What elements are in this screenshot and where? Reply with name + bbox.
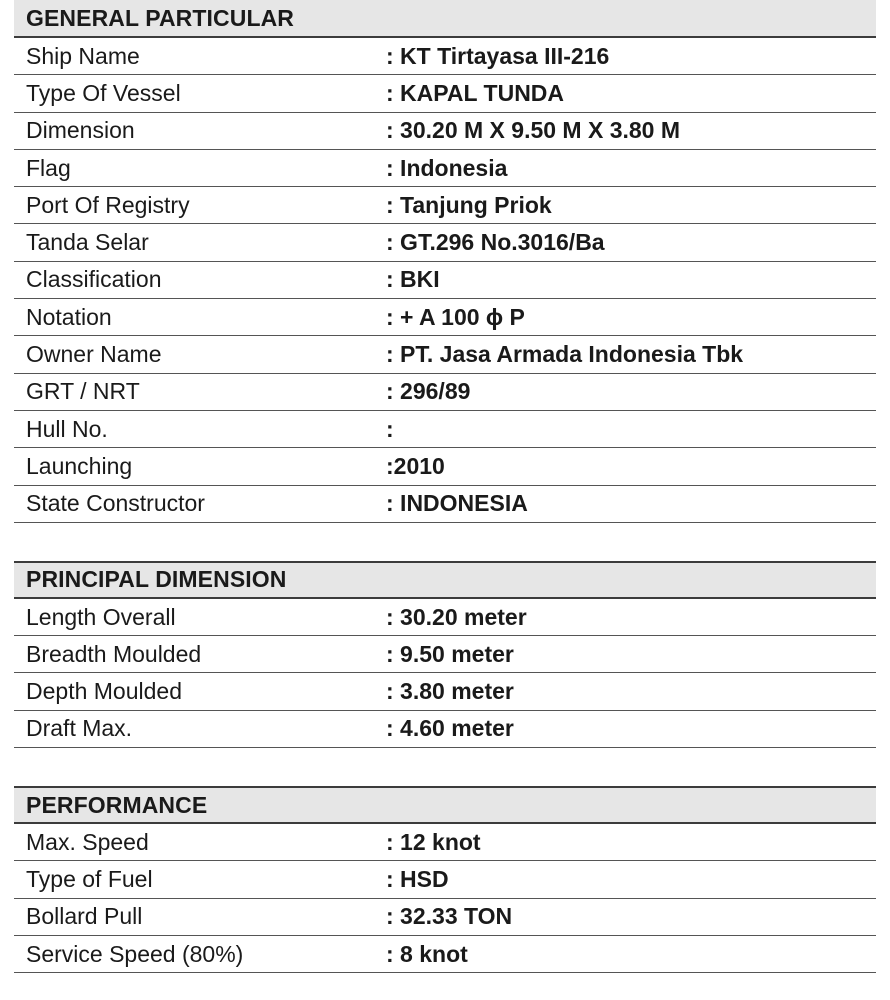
spec-row-launching: [14, 448, 876, 485]
spec-label: Type of Fuel: [26, 865, 153, 892]
ship-specification-sheet: [14, 0, 876, 973]
section-title: GENERAL PARTICULAR: [14, 0, 876, 38]
spec-value: : 296/89: [386, 378, 471, 405]
spec-label: Type Of Vessel: [26, 79, 181, 106]
section-general-particular: [14, 0, 876, 523]
spec-label: Hull No.: [26, 415, 108, 442]
spec-value: : BKI: [386, 266, 440, 293]
spec-row-tanda-selar: [14, 224, 876, 261]
spec-label: Depth Moulded: [26, 678, 182, 705]
spec-row-service-speed: [14, 936, 876, 973]
spec-label: Bollard Pull: [26, 903, 143, 930]
spec-row-ship-name: [14, 38, 876, 75]
spec-value: : INDONESIA: [386, 490, 528, 517]
spec-row-state-constructor: [14, 486, 876, 523]
spec-value: : 12 knot: [386, 828, 481, 855]
spec-label: Notation: [26, 303, 112, 330]
spec-value: : 9.50 meter: [386, 640, 514, 667]
spec-rows: [14, 38, 876, 523]
spec-value: :2010: [386, 452, 445, 479]
spec-label: Tanda Selar: [26, 229, 149, 256]
spec-value: : Tanjung Priok: [386, 191, 552, 218]
spec-row-type-of-vessel: [14, 75, 876, 112]
spec-value: : + A 100 ɸ P: [386, 303, 525, 330]
spec-row-port-of-registry: [14, 187, 876, 224]
spec-value: : 32.33 TON: [386, 903, 513, 930]
spec-label: Launching: [26, 452, 133, 479]
spec-value: : GT.296 No.3016/Ba: [386, 229, 605, 256]
spec-row-flag: [14, 150, 876, 187]
section-title: PERFORMANCE: [14, 786, 876, 824]
spec-rows: [14, 599, 876, 748]
spec-row-bollard-pull: [14, 899, 876, 936]
spec-rows: [14, 824, 876, 973]
spec-label: Owner Name: [26, 341, 162, 368]
spec-label: State Constructor: [26, 490, 205, 517]
spec-value: : 4.60 meter: [386, 715, 514, 742]
spec-row-draft-max: [14, 711, 876, 748]
spec-row-max-speed: [14, 824, 876, 861]
spec-label: Classification: [26, 266, 162, 293]
spec-row-grt-nrt: [14, 374, 876, 411]
spec-value: : 8 knot: [386, 940, 468, 967]
section-principal-dimension: [14, 561, 876, 748]
spec-label: Port Of Registry: [26, 191, 190, 218]
spec-label: Max. Speed: [26, 828, 149, 855]
spec-row-length-overall: [14, 599, 876, 636]
spec-label: Breadth Moulded: [26, 640, 202, 667]
spec-row-owner-name: [14, 336, 876, 373]
spec-label: GRT / NRT: [26, 378, 140, 405]
spec-row-depth-moulded: [14, 673, 876, 710]
spec-row-breadth-moulded: [14, 636, 876, 673]
spec-value: : HSD: [386, 865, 449, 892]
section-spacer: [14, 748, 876, 786]
section-spacer: [14, 523, 876, 561]
spec-row-classification: [14, 262, 876, 299]
spec-value: : KAPAL TUNDA: [386, 79, 565, 106]
section-performance: [14, 786, 876, 973]
spec-label: Service Speed (80%): [26, 940, 244, 967]
spec-value: : 30.20 meter: [386, 603, 527, 630]
spec-value: :: [386, 415, 394, 442]
spec-label: Draft Max.: [26, 715, 133, 742]
section-title: PRINCIPAL DIMENSION: [14, 561, 876, 599]
spec-value: : Indonesia: [386, 154, 508, 181]
spec-row-type-of-fuel: [14, 861, 876, 898]
spec-value: : 3.80 meter: [386, 678, 514, 705]
spec-row-notation: [14, 299, 876, 336]
spec-value: : PT. Jasa Armada Indonesia Tbk: [386, 341, 744, 368]
spec-label: Length Overall: [26, 603, 176, 630]
spec-row-dimension: [14, 113, 876, 150]
spec-label: Flag: [26, 154, 71, 181]
spec-label: Ship Name: [26, 42, 140, 69]
spec-label: Dimension: [26, 117, 135, 144]
spec-value: : 30.20 M X 9.50 M X 3.80 M: [386, 117, 681, 144]
spec-value: : KT Tirtayasa III-216: [386, 42, 610, 69]
spec-row-hull-no: [14, 411, 876, 448]
